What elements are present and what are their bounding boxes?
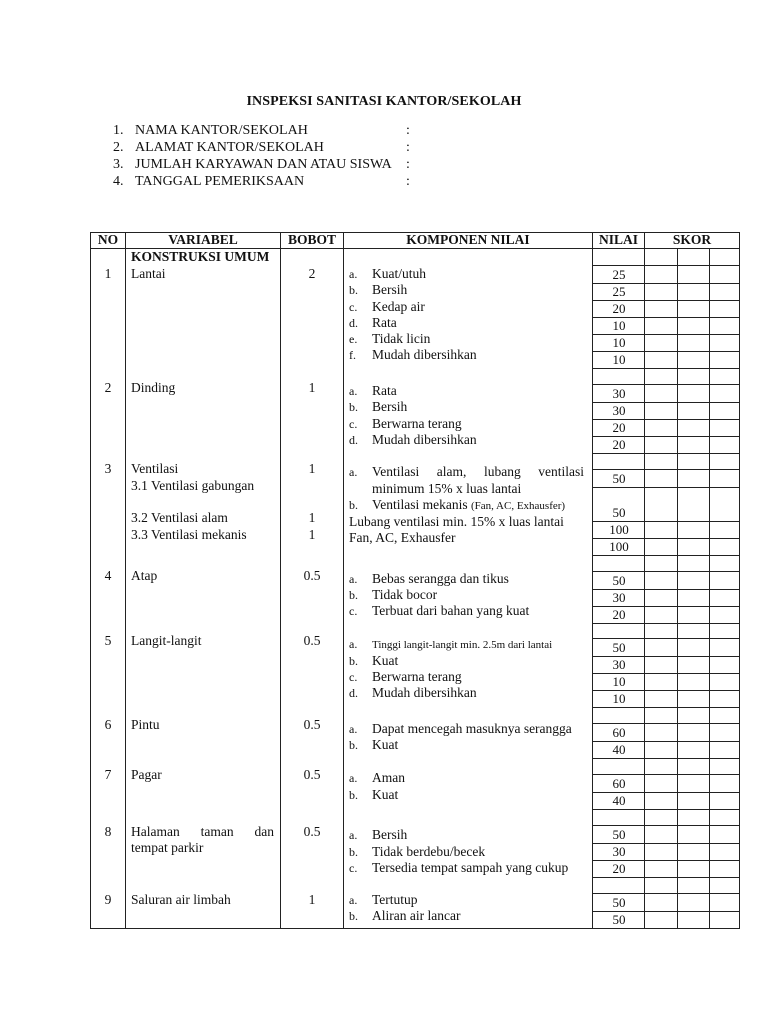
row-no: 4 bbox=[104, 568, 112, 583]
nilai-value: 40 bbox=[612, 793, 626, 808]
nilai-value: 60 bbox=[612, 776, 626, 791]
component-letter: a. bbox=[349, 771, 358, 785]
component-letter: a. bbox=[349, 572, 358, 586]
nilai-value: 10 bbox=[612, 674, 626, 689]
section-konstruksi-umum: KONSTRUKSI UMUM bbox=[131, 249, 270, 264]
component-text: Tidak berdebu/becek bbox=[372, 844, 486, 859]
nilai-value: 20 bbox=[612, 607, 626, 622]
row-bobot: 1 bbox=[308, 527, 316, 542]
component-letter: f. bbox=[349, 348, 356, 362]
page-title: INSPEKSI SANITASI KANTOR/SEKOLAH bbox=[246, 94, 522, 109]
component-text: Fan, AC, Exhausfer bbox=[349, 530, 456, 545]
component-text: Ventilasi mekanis bbox=[372, 497, 468, 512]
component-item bbox=[349, 347, 477, 364]
info-label: JUMLAH KARYAWAN DAN ATAU SISWA bbox=[135, 157, 392, 172]
component-item bbox=[349, 685, 477, 702]
component-item bbox=[349, 432, 477, 449]
component-text: Kuat/utuh bbox=[372, 266, 426, 281]
component-text: Mudah dibersihkan bbox=[372, 432, 477, 447]
component-item bbox=[349, 636, 552, 654]
component-text: Bebas serangga dan tikus bbox=[372, 571, 509, 586]
component-letter: a. bbox=[349, 637, 358, 651]
component-letter: c. bbox=[349, 861, 358, 875]
component-text: Mudah dibersihkan bbox=[372, 347, 477, 362]
row-bobot: 0.5 bbox=[303, 717, 321, 732]
component-text: Ventilasi alam, lubang ventilasi bbox=[372, 464, 584, 479]
nilai-value: 30 bbox=[612, 657, 626, 672]
row-variabel: Halaman taman dan bbox=[131, 824, 274, 839]
component-text: Tidak licin bbox=[372, 331, 431, 346]
nilai-value: 40 bbox=[612, 742, 626, 757]
info-row-tanggal bbox=[113, 173, 423, 190]
component-item bbox=[349, 464, 585, 481]
header-info-list bbox=[113, 122, 423, 190]
row-bobot: 1 bbox=[308, 380, 316, 395]
component-text-small: (Fan, AC, Exhausfer) bbox=[470, 500, 566, 512]
header-komponen-nilai: KOMPONEN NILAI bbox=[406, 232, 530, 247]
component-letter: c. bbox=[349, 670, 358, 684]
nilai-value: 50 bbox=[612, 471, 626, 486]
component-letter: b. bbox=[349, 654, 358, 668]
component-letter: a. bbox=[349, 384, 358, 398]
row-variabel: Langit-langit bbox=[131, 633, 202, 648]
row-bobot: 0.5 bbox=[303, 767, 321, 782]
component-letter: b. bbox=[349, 738, 358, 752]
component-item bbox=[349, 315, 397, 332]
component-text: Tinggi langit-langit min. 2.5m dari lantai bbox=[372, 639, 553, 651]
component-item bbox=[349, 282, 407, 299]
component-text: Bersih bbox=[372, 827, 408, 842]
component-item bbox=[349, 669, 462, 686]
component-letter: c. bbox=[349, 300, 358, 314]
row-variabel: Lantai bbox=[131, 266, 166, 281]
nilai-value: 50 bbox=[612, 912, 626, 927]
component-item bbox=[349, 892, 418, 909]
component-item bbox=[349, 603, 529, 620]
header-bobot: BOBOT bbox=[287, 232, 336, 247]
component-text: Rata bbox=[372, 383, 397, 398]
component-text: Bersih bbox=[372, 282, 408, 297]
row-variabel-sub: 3.2 Ventilasi alam bbox=[131, 510, 228, 525]
nilai-value: 25 bbox=[612, 284, 626, 299]
nilai-value: 10 bbox=[612, 335, 626, 350]
row-no: 5 bbox=[104, 633, 112, 648]
row-no: 7 bbox=[104, 767, 112, 782]
row-bobot: 0.5 bbox=[303, 633, 321, 648]
nilai-value: 100 bbox=[609, 539, 629, 554]
component-item bbox=[349, 497, 565, 515]
component-text: Kuat bbox=[372, 737, 399, 752]
component-text: Tertutup bbox=[372, 892, 418, 907]
row-no: 3 bbox=[104, 461, 112, 476]
row-variabel-sub: 3.1 Ventilasi gabungan bbox=[131, 478, 255, 493]
row-variabel-continued: tempat parkir bbox=[131, 840, 204, 855]
component-letter: a. bbox=[349, 267, 358, 281]
nilai-value: 100 bbox=[609, 522, 629, 537]
nilai-value: 10 bbox=[612, 691, 626, 706]
info-colon: : bbox=[406, 157, 410, 172]
row-bobot: 1 bbox=[308, 510, 316, 525]
row-no: 2 bbox=[104, 380, 112, 395]
row-variabel: Ventilasi bbox=[131, 461, 179, 476]
component-text: Aliran air lancar bbox=[372, 908, 461, 923]
row-no: 9 bbox=[104, 892, 112, 907]
component-letter: b. bbox=[349, 909, 358, 923]
nilai-value: 50 bbox=[612, 827, 626, 842]
component-text: Mudah dibersihkan bbox=[372, 685, 477, 700]
row-variabel: Saluran air limbah bbox=[131, 892, 231, 907]
component-text: Kuat bbox=[372, 787, 399, 802]
component-item bbox=[349, 571, 509, 588]
info-label: NAMA KANTOR/SEKOLAH bbox=[135, 123, 308, 138]
component-item bbox=[349, 416, 462, 433]
info-colon: : bbox=[406, 123, 410, 138]
component-item bbox=[349, 299, 425, 316]
row-variabel-sub: 3.3 Ventilasi mekanis bbox=[131, 527, 247, 542]
nilai-value: 30 bbox=[612, 844, 626, 859]
component-text: Aman bbox=[372, 770, 405, 785]
row-bobot: 0.5 bbox=[303, 824, 321, 839]
row-bobot: 2 bbox=[308, 266, 316, 281]
nilai-value: 20 bbox=[612, 861, 626, 876]
row-bobot: 1 bbox=[308, 461, 316, 476]
component-text: Tersedia tempat sampah yang cukup bbox=[372, 860, 569, 875]
component-text: Berwarna terang bbox=[372, 669, 462, 684]
component-text: Berwarna terang bbox=[372, 416, 462, 431]
component-letter: b. bbox=[349, 588, 358, 602]
header-skor: SKOR bbox=[672, 232, 712, 247]
info-number: 2. bbox=[113, 140, 124, 155]
component-item bbox=[349, 737, 398, 754]
component-item bbox=[349, 383, 397, 400]
component-letter: d. bbox=[349, 686, 358, 700]
component-text: Tidak bocor bbox=[372, 587, 438, 602]
component-text: Rata bbox=[372, 315, 397, 330]
component-item bbox=[349, 844, 485, 861]
info-number: 4. bbox=[113, 174, 124, 189]
component-letter: a. bbox=[349, 893, 358, 907]
nilai-value: 20 bbox=[612, 301, 626, 316]
nilai-value: 30 bbox=[612, 590, 626, 605]
component-letter: d. bbox=[349, 433, 358, 447]
component-item bbox=[349, 860, 568, 877]
component-letter: d. bbox=[349, 316, 358, 330]
component-item bbox=[349, 721, 572, 738]
component-text: Bersih bbox=[372, 399, 408, 414]
info-label: ALAMAT KANTOR/SEKOLAH bbox=[135, 140, 324, 155]
info-colon: : bbox=[406, 140, 410, 155]
component-letter: b. bbox=[349, 498, 358, 512]
info-row-alamat bbox=[113, 139, 423, 156]
nilai-value: 50 bbox=[612, 573, 626, 588]
header-variabel: VARIABEL bbox=[168, 232, 238, 247]
component-item bbox=[349, 399, 407, 416]
nilai-value: 10 bbox=[612, 318, 626, 333]
row-variabel: Atap bbox=[131, 568, 158, 583]
row-variabel: Dinding bbox=[131, 380, 176, 395]
component-text: Kuat bbox=[372, 653, 399, 668]
nilai-value: 20 bbox=[612, 420, 626, 435]
component-letter: b. bbox=[349, 788, 358, 802]
nilai-value: 60 bbox=[612, 725, 626, 740]
nilai-value: 25 bbox=[612, 267, 626, 282]
component-letter: e. bbox=[349, 332, 358, 346]
component-item bbox=[349, 587, 437, 604]
component-letter: b. bbox=[349, 283, 358, 297]
component-item bbox=[349, 770, 405, 787]
nilai-value: 10 bbox=[612, 352, 626, 367]
row-no: 1 bbox=[104, 266, 112, 281]
component-letter: c. bbox=[349, 417, 358, 431]
row-no: 8 bbox=[104, 824, 112, 839]
nilai-value: 30 bbox=[612, 386, 626, 401]
component-text-continued: minimum 15% x luas lantai bbox=[372, 481, 522, 496]
info-colon: : bbox=[406, 174, 410, 189]
row-bobot: 0.5 bbox=[303, 568, 321, 583]
nilai-value: 20 bbox=[612, 437, 626, 452]
component-item bbox=[349, 827, 407, 844]
info-number: 1. bbox=[113, 123, 124, 138]
nilai-value: 30 bbox=[612, 403, 626, 418]
component-text: Terbuat dari bahan yang kuat bbox=[372, 603, 530, 618]
component-letter: c. bbox=[349, 604, 358, 618]
row-bobot: 1 bbox=[308, 892, 316, 907]
row-no: 6 bbox=[104, 717, 112, 732]
component-letter: a. bbox=[349, 722, 358, 736]
info-label: TANGGAL PEMERIKSAAN bbox=[135, 174, 305, 189]
component-text: Dapat mencegah masuknya serangga bbox=[372, 721, 572, 736]
component-text: Kedap air bbox=[372, 299, 425, 314]
component-item bbox=[349, 908, 460, 925]
nilai-value: 50 bbox=[612, 505, 626, 520]
info-row-jumlah bbox=[113, 156, 423, 173]
header-no: NO bbox=[97, 232, 119, 247]
info-row-nama bbox=[113, 122, 423, 139]
component-text: Lubang ventilasi min. 15% x luas lantai bbox=[349, 514, 564, 529]
component-item bbox=[349, 653, 398, 670]
component-item bbox=[349, 266, 426, 283]
nilai-value: 50 bbox=[612, 895, 626, 910]
component-item bbox=[349, 331, 430, 348]
header-nilai: NILAI bbox=[598, 232, 638, 247]
component-letter: a. bbox=[349, 828, 358, 842]
component-item bbox=[349, 787, 398, 804]
component-letter: a. bbox=[349, 465, 358, 479]
nilai-value: 50 bbox=[612, 640, 626, 655]
component-letter: b. bbox=[349, 400, 358, 414]
info-number: 3. bbox=[113, 157, 124, 172]
row-variabel: Pagar bbox=[131, 767, 162, 782]
row-variabel: Pintu bbox=[131, 717, 160, 732]
component-letter: b. bbox=[349, 845, 358, 859]
